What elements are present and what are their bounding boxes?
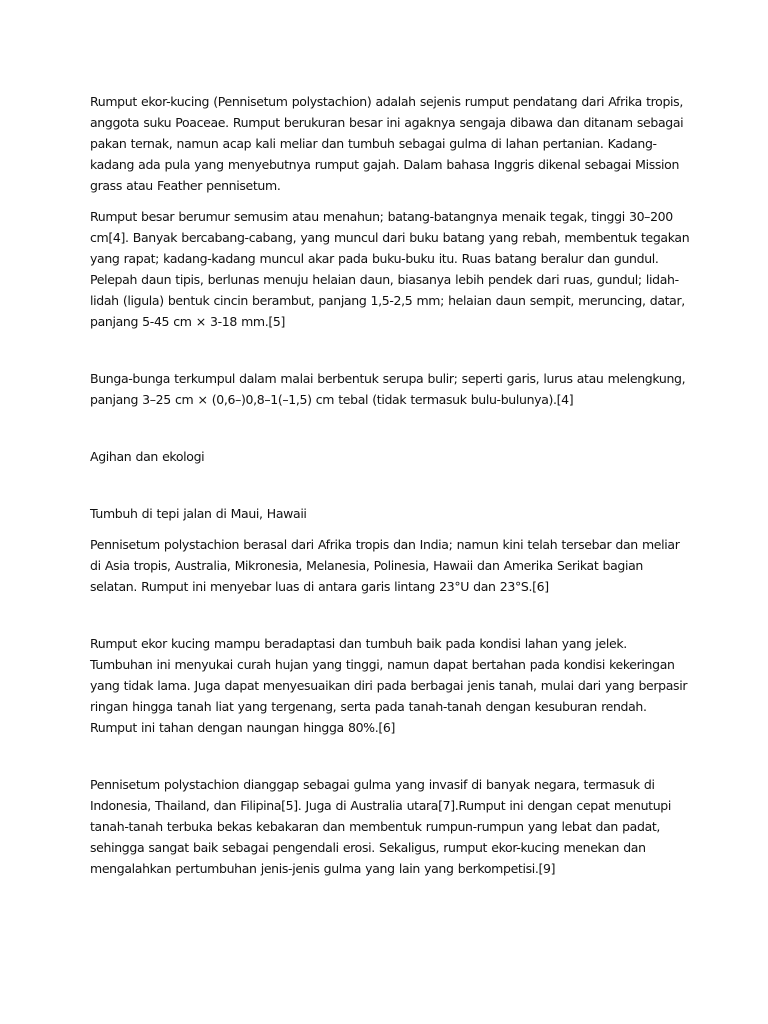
paragraph-invasive: Pennisetum polystachion dianggap sebagai gulma yang invasif di banyak negara, termasuk di Indonesia, Thailand, dan Filipina[5]. Juga di Australia utara[7].Rumput ini dengan cepat menutupi tanah-tanah terbuka bekas kebakaran dan membentuk rumpun-rumpun yang lebat dan padat, sehingga sangat baik sebagai pengendali erosi. Sekaligus, rumput ekor-kucing menekan dan mengalahkan pertumbuhan jenis-jenis gulma yang lain yang berkompetisi.[9] bbox=[90, 777, 671, 876]
document-body bbox=[90, 91, 690, 879]
paragraph-flowers: Bunga-bunga terkumpul dalam malai berbentuk serupa bulir; seperti garis, lurus atau melengkung, panjang 3–25 cm × (0,6–)0,8–1(–1,5) cm tebal (tidak termasuk bulu-bulunya).[4] bbox=[90, 371, 686, 407]
section-heading: Agihan dan ekologi bbox=[90, 449, 205, 464]
paragraph-intro: Rumput ekor-kucing (Pennisetum polystachion) adalah sejenis rumput pendatang dari Afrika tropis, anggota suku Poaceae. Rumput berukuran besar ini agaknya sengaja dibawa dan ditanam sebagai pakan ternak, namun acap kali meliar dan tumbuh sebagai gulma di lahan pertanian. Kadang-kadang ada pula yang menyebutnya rumput gajah. Dalam bahasa Inggris dikenal sebagai Mission grass atau Feather pennisetum. bbox=[90, 94, 684, 193]
paragraph-ecology: Rumput ekor kucing mampu beradaptasi dan tumbuh baik pada kondisi lahan yang jelek. Tumbuhan ini menyukai curah hujan yang tinggi, namun dapat bertahan pada kondisi kekeringan yang tidak lama. Juga dapat menyesuaikan diri pada berbagai jenis tanah, mulai dari yang berpasir ringan hingga tanah liat yang tergenang, serta pada tanah-tanah dengan kesuburan rendah. Rumput ini tahan dengan naungan hingga 80%.[6] bbox=[90, 636, 688, 735]
paragraph-distribution: Pennisetum polystachion berasal dari Afrika tropis dan India; namun kini telah tersebar dan meliar di Asia tropis, Australia, Mikronesia, Melanesia, Polinesia, Hawaii dan Amerika Serikat bagian selatan. Rumput ini menyebar luas di antara garis lintang 23°U dan 23°S.[6] bbox=[90, 537, 680, 594]
image-caption: Tumbuh di tepi jalan di Maui, Hawaii bbox=[90, 506, 307, 521]
paragraph-description: Rumput besar berumur semusim atau menahun; batang-batangnya menaik tegak, tinggi 30–200 cm[4]. Banyak bercabang-cabang, yang muncul dari buku batang yang rebah, membentuk tegakan yang rapat; kadang-kadang muncul akar pada buku-buku itu. Ruas batang beralur dan gundul. Pelepah daun tipis, berlunas menuju helaian daun, biasanya lebih pendek dari ruas, gundul; lidah-lidah (ligula) bentuk cincin berambut, panjang 1,5-2,5 mm; helaian daun sempit, meruncing, datar, panjang 5-45 cm × 3-18 mm.[5] bbox=[90, 209, 690, 329]
